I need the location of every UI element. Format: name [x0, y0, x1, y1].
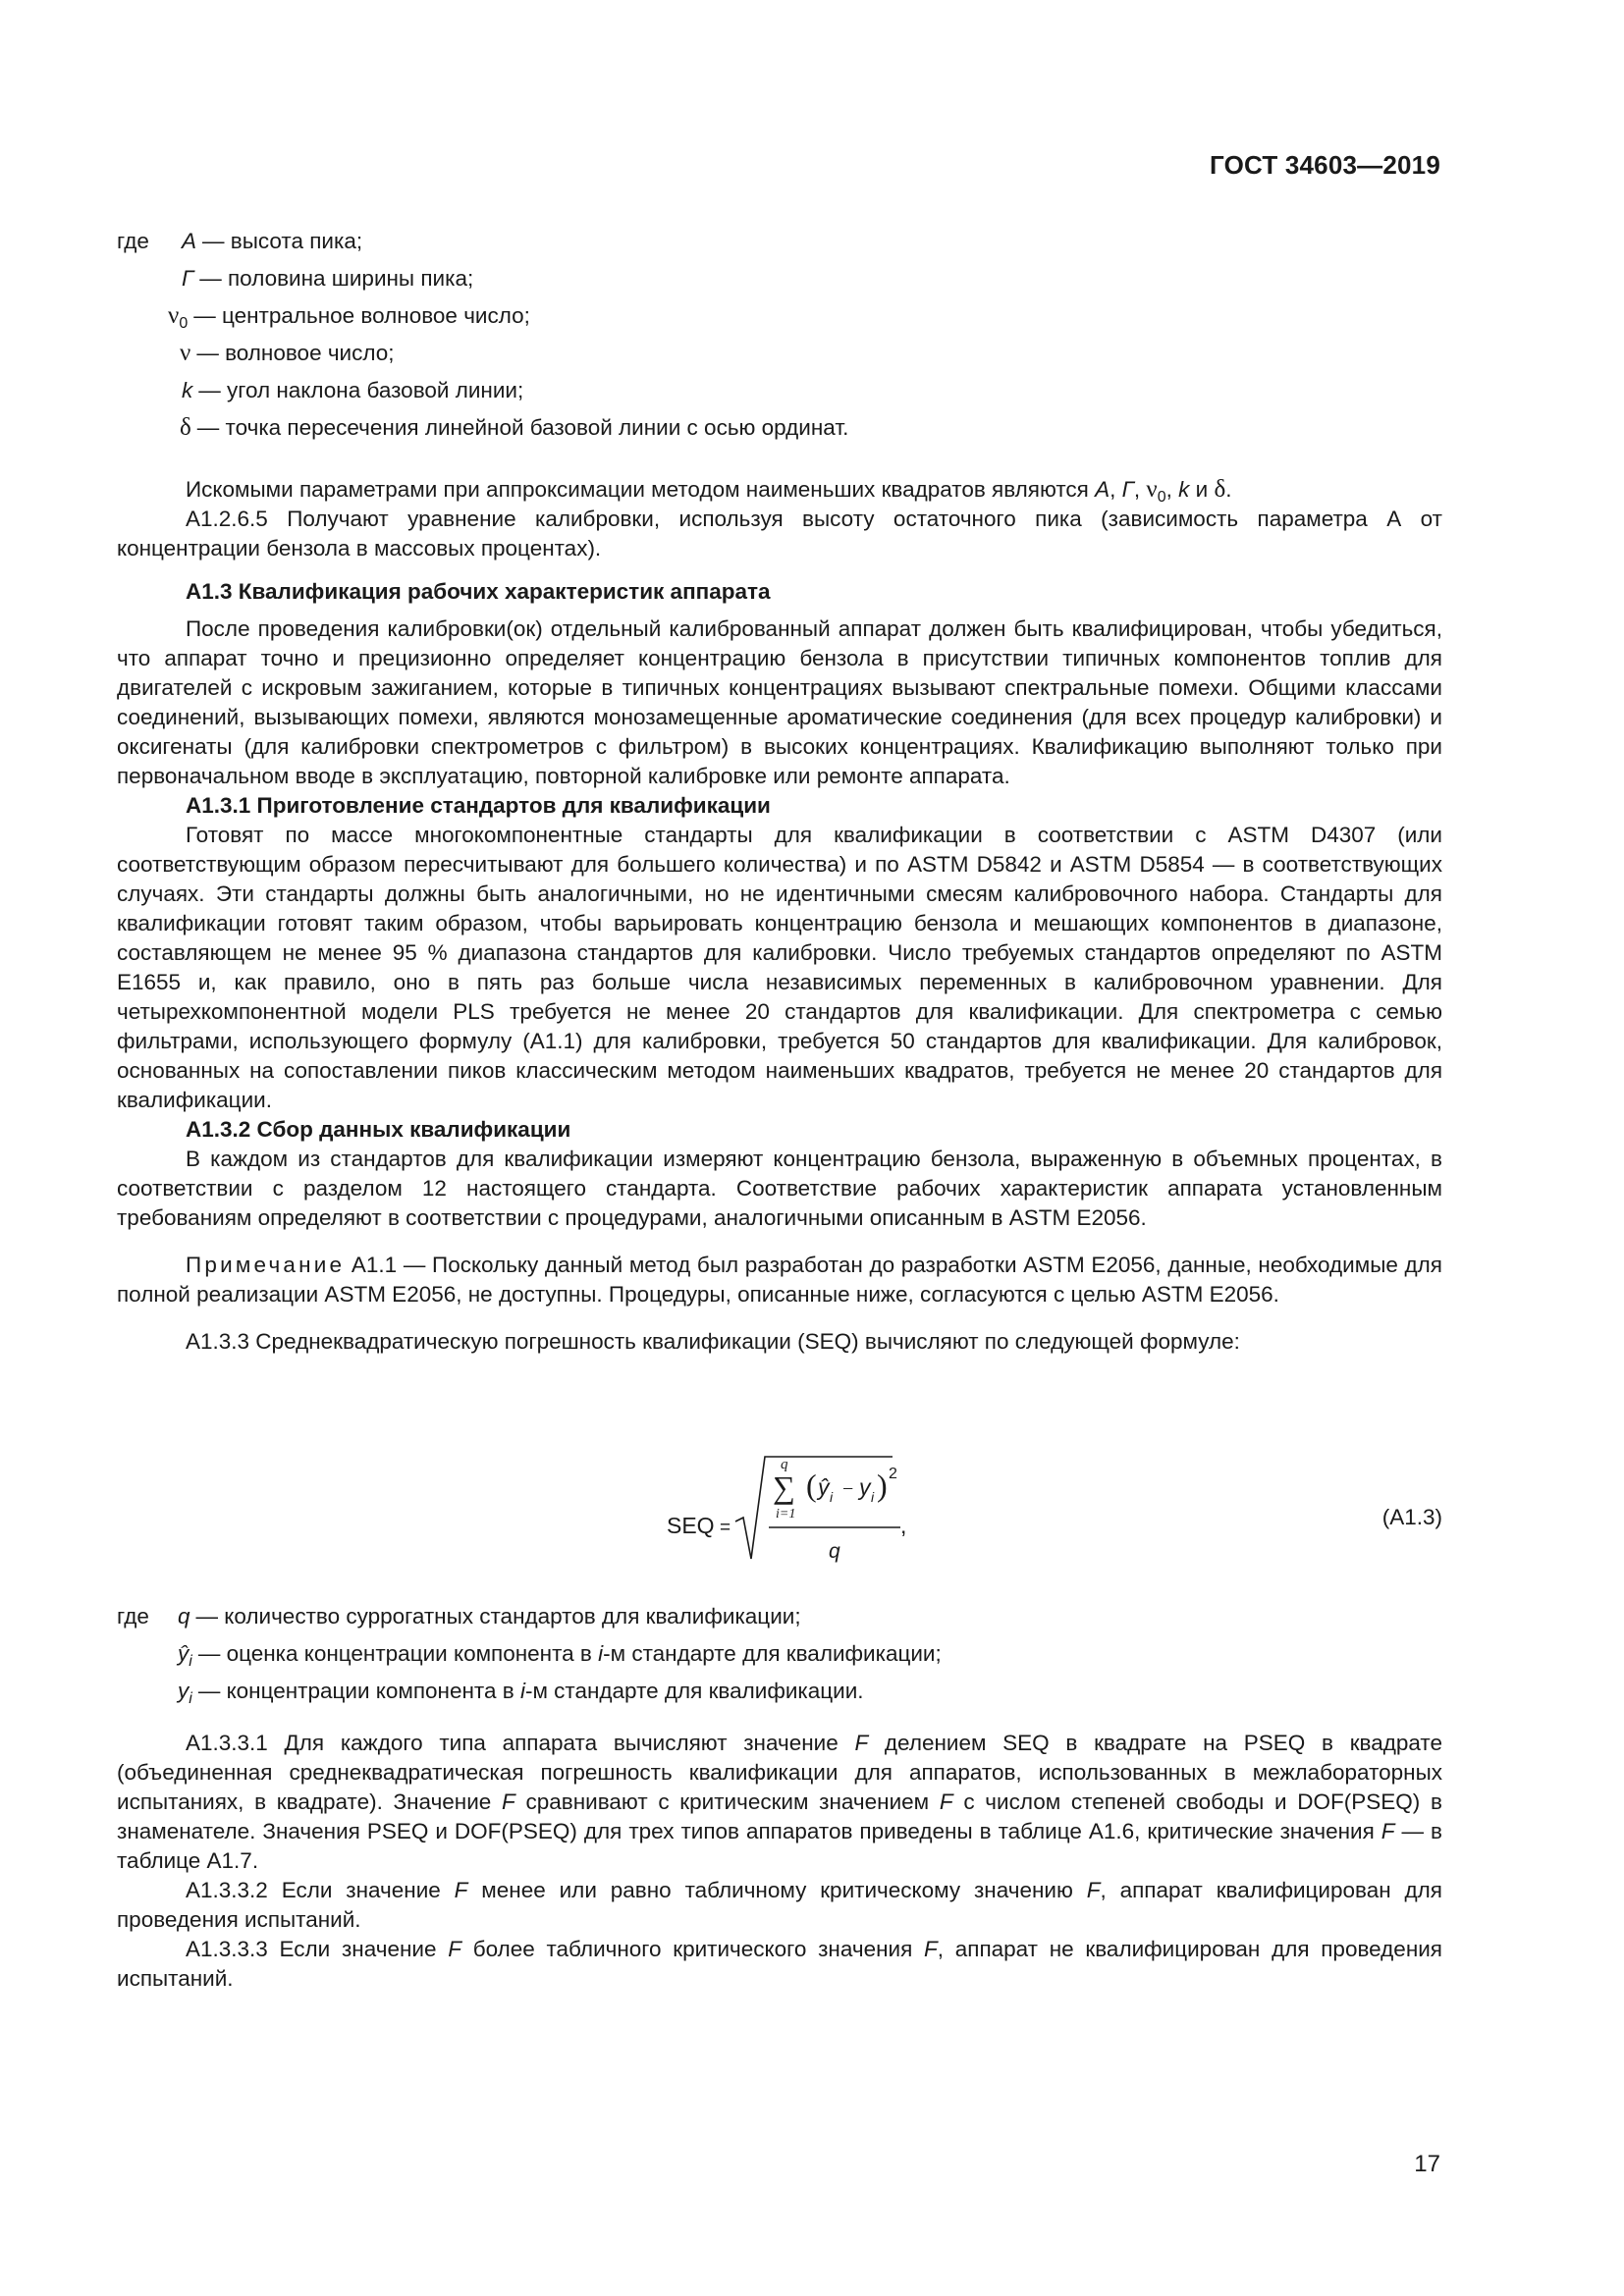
definition-row [117, 1639, 1442, 1677]
sum-symbol: ∑ [773, 1469, 795, 1505]
definition-symbol: ν [180, 340, 191, 366]
y-subscript: i [871, 1489, 875, 1505]
heading-a131: А1.3.1 Приготовление стандартов для квалификации [186, 793, 771, 818]
definition-row [117, 264, 1442, 301]
definition-text: — угол наклона базовой линии; [198, 378, 524, 402]
definition-symbol: k [182, 378, 193, 402]
formula-comma: , [900, 1513, 907, 1538]
definition-row [117, 301, 1442, 339]
formula-a13 [117, 1451, 1442, 1598]
definition-text: — концентрации компонента в i-м стандарте для квалификации. [197, 1679, 864, 1703]
where-label: где [117, 229, 149, 253]
paragraph-a1332: А1.3.3.2 Если значение F менее или равно табличному критическому значению F, аппарат квалифицирован для проведения испытаний. [117, 1878, 1442, 1932]
y-hat-subscript: i [830, 1489, 834, 1505]
body-text-block-1 [117, 475, 1442, 1357]
paragraph-a131: Готовят по массе многокомпонентные стандарты для квалификации в соответствии с ASTM D4307 (или соответствующим образом пересчитывают для большего количества) и по ASTM D5842 и ASTM D5854 — в соответствующих случаях. Эти стандарты должны быть аналогичными, но не идентичными смесям калибровочного набора. Стандарты для квалификации готовят таким образом, чтобы варьировать концентрацию бензола и мешающих компонентов в диапазоне, составляющем не менее 95 % диапазона стандартов для калибровки. Число требуемых стандартов определяют по ASTM E1655 и, как правило, оно в пять раз больше числа независимых переменных в калибровочном уравнении. Для четырехкомпонентной модели PLS требуется не менее 20 стандартов для квалификации. Для спектрометра с семью фильтрами, использующего формулу (А1.1) для калибровки, требуется 50 стандартов для квалификации. Для калибровок, основанных на сопоставлении пиков классическим методом наименьших квадратов, требуется не менее 20 стандартов для квалификации. [117, 823, 1442, 1112]
definition-row [117, 376, 1442, 413]
left-paren: ( [806, 1468, 817, 1503]
definition-text: — центральное волновое число; [193, 303, 530, 328]
paragraph-a1265: А1.2.6.5 Получают уравнение калибровки, используя высоту остаточного пика (зависимость параметра А от концентрации бензола в массовых процентах). [117, 507, 1442, 561]
y-hat-symbol: ŷ [818, 1474, 830, 1500]
definition-row [117, 413, 1442, 451]
definition-row [117, 1602, 1442, 1639]
definition-row [117, 227, 1442, 264]
sum-lower-limit: i=1 [776, 1507, 796, 1522]
seq-formula-graphic [117, 1451, 1442, 1598]
definitions-list-1 [117, 227, 1442, 451]
definition-symbol: $\nu_0$ [168, 302, 189, 332]
note-a11: Примечание А1.1 — Поскольку данный метод был разработан до разработки ASTM E2056, данные, необходимые для полной реализации ASTM E2056, не доступны. Процедуры, описанные ниже, согласуются с целью ASTM E2056. [117, 1253, 1442, 1307]
definition-text: — высота пика; [202, 229, 363, 253]
paragraph-a133: А1.3.3 Среднеквадратическую погрешность квалификации (SEQ) вычисляют по следующей формуле: [186, 1329, 1240, 1354]
definition-symbol: A [182, 229, 197, 253]
heading-a13: А1.3 Квалификация рабочих характеристик аппарата [186, 579, 771, 604]
right-paren: ) [877, 1468, 888, 1503]
page-number: 17 [1414, 2151, 1440, 2177]
where-label: где [117, 1604, 149, 1629]
definition-row [117, 1677, 1442, 1714]
formula-denominator: q [829, 1540, 840, 1563]
definition-symbol: δ [180, 414, 191, 441]
definition-text: — количество суррогатных стандартов для квалификации; [195, 1604, 801, 1629]
definitions-list-2 [117, 1602, 1442, 1714]
definition-text: — оценка концентрации компонента в i-м стандарте для квалификации; [197, 1641, 942, 1666]
definition-row [117, 339, 1442, 376]
definition-symbol: Г [182, 266, 194, 291]
formula-lhs: SEQ [667, 1513, 715, 1538]
paragraph-a13: После проведения калибровки(ок) отдельный калиброванный аппарат должен быть квалифицирован, чтобы убедиться, что аппарат точно и прецизионно определяет концентрацию бензола в присутствии типичных компонентов топлив для двигателей с искровым зажиганием, которые в типичных концентрациях вызывают спектральные помехи. Общими классами соединений, вызывающих помехи, являются монозамещенные ароматические соединения (для всех процедур калибровки) и оксигенаты (для калибровки спектрометров с фильтром) в высоких концентрациях. Квалификацию выполняют только при первоначальном вводе в эксплуатацию, повторной калибровке или ремонте аппарата. [117, 616, 1442, 788]
heading-a132: А1.3.2 Сбор данных квалификации [186, 1117, 571, 1142]
definition-text: — точка пересечения линейной базовой линии с осью ординат. [196, 415, 849, 440]
sum-upper-limit: q [781, 1457, 788, 1472]
paragraph-a1333: А1.3.3.3 Если значение F более табличного критического значения F, аппарат не квалифицирован для проведения испытаний. [117, 1937, 1442, 1991]
definition-text: — половина ширины пика; [199, 266, 474, 291]
definition-text: — волновое число; [196, 341, 395, 365]
note-label: Примечание [186, 1253, 346, 1277]
minus-sign: − [842, 1478, 854, 1500]
paragraph-fit-params: Искомыми параметрами при аппроксимации методом наименьших квадратов являются A, Г, $\nu_0$, k и δ. [186, 476, 1232, 506]
y-symbol: y [859, 1474, 871, 1500]
definition-symbol: $y_i$ [178, 1679, 192, 1707]
body-text-block-2 [117, 1729, 1442, 1994]
paragraph-a132: В каждом из стандартов для квалификации измеряют концентрацию бензола, выраженную в объемных процентах, в соответствии с разделом 12 настоящего стандарта. Соответствие рабочих характеристик аппарата установленным требованиям определяют в соответствии с процедурами, аналогичными описанным в ASTM E2056. [117, 1147, 1442, 1230]
equation-number: (А1.3) [1381, 1505, 1442, 1529]
definition-symbol: q [178, 1604, 190, 1629]
standard-header: ГОСТ 34603—2019 [1210, 150, 1440, 180]
paragraph-a1331: А1.3.3.1 Для каждого типа аппарата вычисляют значение F делением SEQ в квадрате на PSEQ в квадрате (объединенная среднеквадратическая погрешность квалификации для аппаратов, использованных в межлабораторных испытаниях, в квадрате). Значение F сравнивают с критическим значением F с числом степеней свободы и DOF(PSEQ) в знаменателе. Значения PSEQ и DOF(PSEQ) для трех типов аппаратов приведены в таблице А1.6, критические значения F — в таблице А1.7. [117, 1731, 1442, 1873]
formula-equals: = [720, 1518, 731, 1538]
power-two: 2 [889, 1466, 897, 1482]
definition-symbol: $ŷ_i$ [178, 1641, 192, 1670]
